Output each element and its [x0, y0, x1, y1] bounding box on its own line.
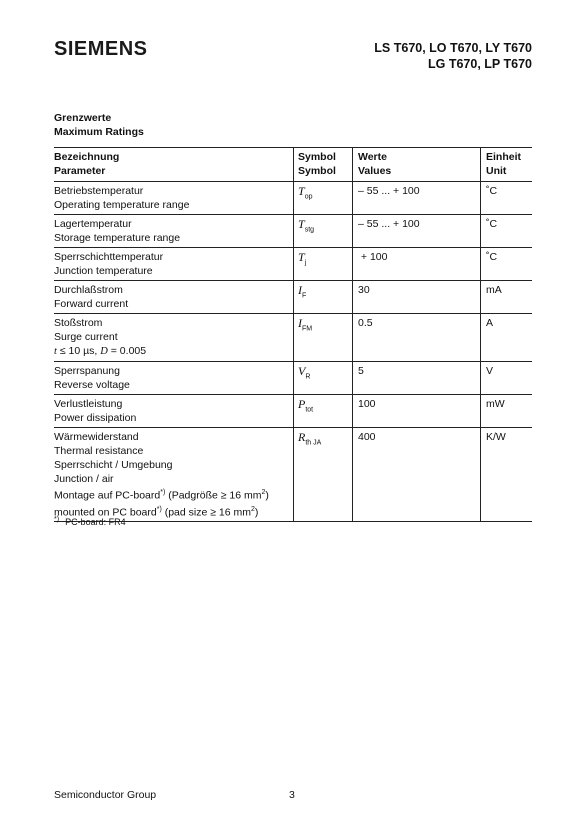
condition-t: t — [54, 346, 57, 357]
value-cell: – 55 ... + 100 — [353, 215, 481, 248]
param-en: Forward current — [54, 298, 129, 310]
condition-value: = 0.005 — [107, 345, 147, 357]
mount-en-text: mounted on PC board — [54, 506, 157, 518]
value-cell: – 55 ... + 100 — [353, 182, 481, 215]
section-title-de: Grenzwerte — [54, 112, 112, 124]
param-condition — [54, 344, 289, 359]
header-symbol — [294, 148, 353, 182]
symbol-letter: I — [298, 283, 302, 297]
mount-de-end: ) — [265, 489, 269, 502]
table-row — [54, 182, 532, 215]
value-cell: 5 — [353, 362, 481, 395]
section-heading — [54, 111, 144, 139]
company-logo: SIEMENS — [54, 38, 148, 60]
param-de: Lagertemperatur — [54, 218, 132, 230]
footer-company: Semiconductor Group — [54, 789, 157, 801]
table-row — [54, 362, 532, 395]
param-cell — [54, 215, 294, 248]
symbol-subscript: tot — [305, 406, 314, 414]
symbol-subscript: F — [302, 292, 307, 300]
table-row — [54, 215, 532, 248]
table-row — [54, 248, 532, 281]
unit-cell: ˚C — [481, 215, 533, 248]
param-en: Operating temperature range — [54, 199, 190, 211]
header-unit-de: Einheit — [486, 151, 522, 163]
param-de: Durchlaßstrom — [54, 284, 123, 296]
symbol-cell — [294, 215, 353, 248]
symbol-cell — [294, 281, 353, 314]
footnote — [54, 516, 126, 527]
symbol-cell — [294, 182, 353, 215]
symbol-subscript: stg — [304, 226, 315, 234]
value-cell: 100 — [353, 395, 481, 428]
maximum-ratings-table — [54, 147, 532, 522]
param-en: Surge current — [54, 331, 118, 343]
symbol-subscript: j — [304, 259, 307, 267]
header-parameter-de: Bezeichnung — [54, 151, 120, 163]
param-en-detail: Junction / air — [54, 473, 114, 485]
param-cell — [54, 314, 294, 362]
table-row — [54, 281, 532, 314]
mount-de — [54, 486, 289, 503]
param-de-detail: Sperrschicht / Umgebung — [54, 459, 173, 471]
section-title-en: Maximum Ratings — [54, 126, 144, 138]
symbol-cell — [294, 314, 353, 362]
symbol-letter: T — [298, 184, 305, 198]
symbol-letter: P — [298, 397, 306, 411]
product-title-line1: LS T670, LO T670, LY T670 — [374, 41, 532, 55]
condition-d: D — [100, 346, 108, 357]
unit-cell: K/W — [481, 428, 533, 522]
param-en: Thermal resistance — [54, 445, 144, 457]
param-de: Sperrspanung — [54, 365, 120, 377]
footnote-mark: *) — [156, 505, 162, 513]
param-de: Verlustleistung — [54, 398, 123, 410]
value-cell: + 100 — [353, 248, 481, 281]
symbol-letter: T — [298, 217, 305, 231]
param-de: Stoßstrom — [54, 317, 103, 329]
param-de: Betriebstemperatur — [54, 185, 144, 197]
symbol-cell — [294, 248, 353, 281]
param-en: Junction temperature — [54, 265, 153, 277]
product-title-line2: LG T670, LP T670 — [428, 57, 532, 71]
param-cell — [54, 428, 294, 522]
unit-cell: V — [481, 362, 533, 395]
footnote-mark: *) — [160, 489, 166, 496]
header-values-en: Values — [358, 165, 392, 177]
mount-de-pad: (Padgröße ≥ 16 mm — [165, 489, 262, 502]
header-unit-en: Unit — [486, 165, 507, 177]
table-row — [54, 395, 532, 428]
footnote-text: PC-board: FR4 — [65, 517, 126, 527]
param-de: Wärmewiderstand — [54, 431, 139, 443]
param-de: Sperrschichttemperatur — [54, 251, 164, 263]
mount-de-text: Montage auf PC-board — [54, 489, 161, 502]
table-header-row — [54, 148, 532, 182]
unit-cell: ˚C — [481, 182, 533, 215]
symbol-letter: R — [298, 430, 306, 444]
unit-cell: ˚C — [481, 248, 533, 281]
unit-cell: mW — [481, 395, 533, 428]
symbol-subscript: th JA — [305, 439, 322, 447]
superscript-2: 2 — [251, 505, 255, 513]
symbol-cell — [294, 362, 353, 395]
unit-cell: mA — [481, 281, 533, 314]
footnote-mark: *) — [54, 516, 60, 523]
symbol-letter: T — [298, 250, 305, 264]
param-en: Reverse voltage — [54, 379, 130, 391]
param-cell — [54, 182, 294, 215]
product-title — [374, 40, 532, 72]
value-cell: 30 — [353, 281, 481, 314]
header-parameter-en: Parameter — [54, 165, 106, 177]
header-symbol-en: Symbol — [298, 165, 336, 177]
header-values — [353, 148, 481, 182]
symbol-subscript: FM — [302, 325, 313, 333]
symbol-subscript: R — [305, 373, 311, 381]
condition-le: ≤ 10 µs, — [56, 345, 101, 357]
symbol-letter: V — [298, 364, 306, 378]
superscript-2: 2 — [261, 489, 266, 496]
value-cell: 0.5 — [353, 314, 481, 362]
header-unit — [481, 148, 533, 182]
header-symbol-de: Symbol — [298, 151, 336, 163]
param-cell — [54, 395, 294, 428]
param-en: Storage temperature range — [54, 232, 181, 244]
param-en: Power dissipation — [54, 412, 137, 424]
table-row — [54, 314, 532, 362]
unit-cell: A — [481, 314, 533, 362]
param-cell — [54, 248, 294, 281]
page-number: 3 — [289, 789, 295, 801]
symbol-cell — [294, 428, 353, 522]
symbol-cell — [294, 395, 353, 428]
mount-en-end: ) — [254, 506, 259, 518]
value-cell: 400 — [353, 428, 481, 522]
header-parameter — [54, 148, 294, 182]
symbol-letter: I — [298, 316, 302, 330]
param-cell — [54, 281, 294, 314]
header-values-de: Werte — [358, 151, 387, 163]
param-cell — [54, 362, 294, 395]
table-row — [54, 428, 532, 522]
symbol-subscript: op — [304, 193, 313, 201]
mount-en-pad: (pad size ≥ 16 mm — [161, 506, 252, 518]
